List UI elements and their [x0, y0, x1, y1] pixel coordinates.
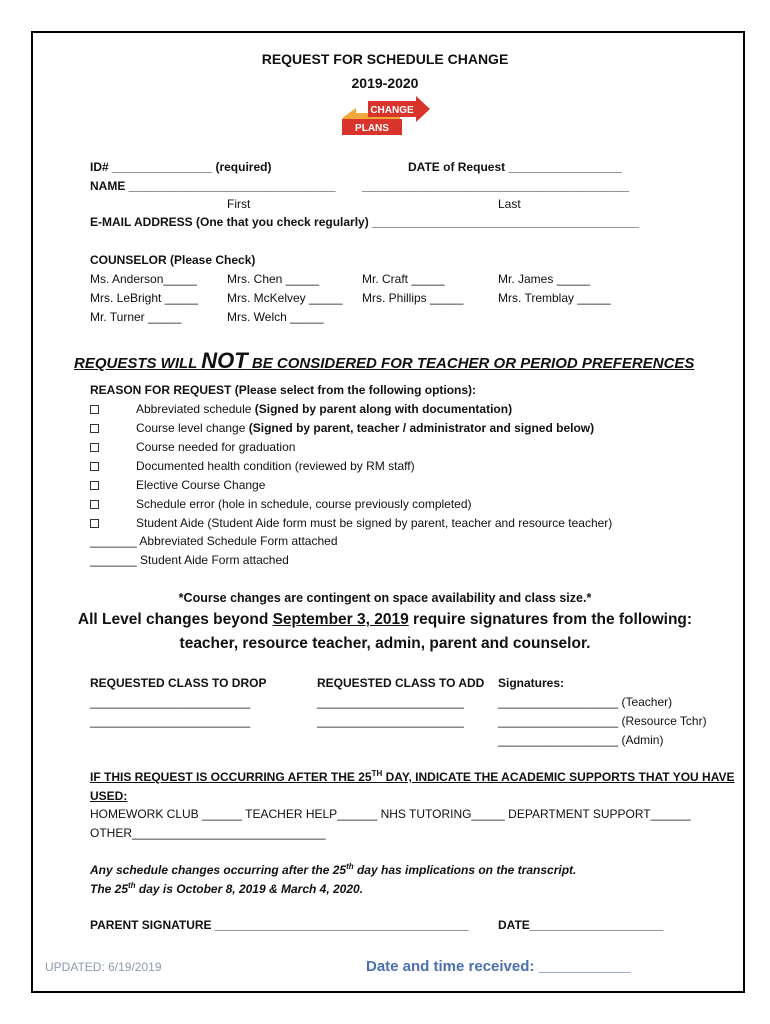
reason-note: (Signed by parent along with documentation) [254, 402, 513, 416]
supports-options[interactable]: HOMEWORK CLUB ______ TEACHER HELP______ NHS TUTORING_____ DEPARTMENT SUPPORT______ [90, 807, 691, 821]
supports-heading-used: USED: [90, 789, 128, 803]
transcript-l1sup: th [346, 862, 354, 871]
reason-note: (Signed by parent, teacher / administrator and signed below) [248, 421, 595, 435]
name-field[interactable]: NAME _______________________________ [90, 179, 336, 193]
reason-text: Schedule error (hole in schedule, course previously completed) [136, 497, 472, 511]
drop-class-line[interactable]: ________________________ [90, 695, 251, 709]
reason-text: Documented health condition (reviewed by RM staff) [136, 459, 415, 473]
supports-other[interactable]: OTHER_____________________________ [90, 826, 326, 840]
transcript-l2a: The 25 [90, 882, 129, 896]
parent-signature-field[interactable]: PARENT SIGNATURE ______________________________________ [90, 918, 469, 932]
contingent-note: *Course changes are contingent on space availability and class size.* [178, 591, 592, 605]
reason-heading [90, 383, 476, 398]
level-post: require signatures from the following: [408, 611, 693, 628]
counselor-option[interactable]: Mr. Turner _____ [90, 310, 182, 324]
checkbox-icon[interactable] [90, 405, 99, 414]
supports-heading [90, 770, 735, 785]
school-year: 2019-2020 [351, 75, 419, 91]
name-last-line[interactable]: ________________________________________ [362, 179, 629, 193]
notice-not: NOT [201, 348, 248, 373]
aide-form-attached[interactable]: _______ Student Aide Form attached [90, 553, 289, 567]
reason-option[interactable] [90, 459, 415, 474]
date-of-request-field[interactable]: DATE of Request _________________ [408, 160, 622, 174]
resource-teacher-signature[interactable]: __________________ (Resource Tchr) [498, 714, 707, 728]
counselor-option[interactable]: Mrs. LeBright _____ [90, 291, 199, 305]
change-plans-logo [340, 95, 432, 137]
reason-option[interactable] [90, 421, 595, 436]
transcript-l2b: day is October 8, 2019 & March 4, 2020. [135, 882, 364, 896]
abbreviated-form-attached[interactable]: _______ Abbreviated Schedule Form attached [90, 534, 338, 548]
transcript-l1a: Any schedule changes occurring after the 25 [90, 863, 347, 877]
supports-heading-a: IF THIS REQUEST IS OCCURRING AFTER THE 25 [90, 770, 372, 784]
level-pre: All Level changes beyond [77, 611, 273, 628]
drop-class-line[interactable]: ________________________ [90, 714, 251, 728]
first-name-caption: First [227, 197, 251, 211]
reason-heading-bold: REASON FOR REQUEST [90, 383, 232, 397]
reason-option[interactable] [90, 440, 296, 455]
reason-option[interactable] [90, 402, 513, 417]
reason-option[interactable] [90, 497, 472, 512]
checkbox-icon[interactable] [90, 424, 99, 433]
signatures-label: Signatures: [498, 676, 565, 690]
checkbox-icon[interactable] [90, 481, 99, 490]
checkbox-icon[interactable] [90, 500, 99, 509]
id-field[interactable]: ID# _______________ (required) [90, 160, 272, 174]
date-time-received: Date and time received: ___________ [366, 958, 631, 975]
checkbox-icon[interactable] [90, 462, 99, 471]
parent-date-field[interactable]: DATE____________________ [498, 918, 664, 932]
counselor-option[interactable]: Ms. Anderson_____ [90, 272, 197, 286]
supports-heading-b: DAY, INDICATE THE ACADEMIC SUPPORTS THAT YOU HAVE [382, 770, 735, 784]
admin-signature[interactable]: __________________ (Admin) [498, 733, 664, 747]
counselor-option[interactable]: Mrs. McKelvey _____ [227, 291, 343, 305]
reason-text: Elective Course Change [136, 478, 266, 492]
notice-part3: BE CONSIDERED FOR TEACHER OR PERIOD PREFERENCES [247, 355, 695, 372]
counselor-option[interactable]: Mr. James _____ [498, 272, 591, 286]
twenty-fifth-day-note [90, 882, 363, 897]
notice-part1: REQUESTS WILL [74, 355, 202, 372]
counselor-option[interactable]: Mr. Craft _____ [362, 272, 445, 286]
level-change-signers: teacher, resource teacher, admin, parent and counselor. [179, 635, 591, 652]
add-class-line[interactable]: ______________________ [317, 695, 464, 709]
form-title: REQUEST FOR SCHEDULE CHANGE [261, 51, 509, 67]
reason-text: Course level change [136, 421, 249, 435]
counselor-option[interactable]: Mrs. Tremblay _____ [498, 291, 611, 305]
level-date: September 3, 2019 [272, 611, 409, 628]
logo-text-change: CHANGE [370, 105, 414, 116]
transcript-l1b: day has implications on the transcript. [353, 863, 577, 877]
teacher-signature[interactable]: __________________ (Teacher) [498, 695, 673, 709]
reason-option[interactable] [90, 478, 266, 493]
level-change-statement [0, 610, 770, 630]
last-name-caption: Last [498, 197, 521, 211]
transcript-note [90, 863, 576, 878]
checkbox-icon[interactable] [90, 443, 99, 452]
drop-class-label: REQUESTED CLASS TO DROP [90, 676, 267, 690]
email-field[interactable]: E-MAIL ADDRESS (One that you check regularly) ________________________________________ [90, 215, 640, 229]
logo-text-plans: PLANS [355, 123, 389, 134]
updated-date: UPDATED: 6/19/2019 [45, 960, 162, 974]
form-border [31, 31, 745, 993]
transcript-l2sup: th [128, 881, 136, 890]
reason-heading-rest: (Please select from the following options): [231, 383, 477, 397]
counselor-option[interactable]: Mrs. Chen _____ [227, 272, 320, 286]
reason-option[interactable] [90, 516, 613, 531]
counselor-option[interactable]: Mrs. Phillips _____ [362, 291, 464, 305]
add-class-line[interactable]: ______________________ [317, 714, 464, 728]
reason-text: Student Aide (Student Aide form must be signed by parent, teacher and resource teacher) [136, 516, 613, 530]
checkbox-icon[interactable] [90, 519, 99, 528]
counselor-option[interactable]: Mrs. Welch _____ [227, 310, 324, 324]
supports-heading-sup: TH [371, 769, 383, 778]
counselor-heading: COUNSELOR (Please Check) [90, 253, 256, 267]
add-class-label: REQUESTED CLASS TO ADD [317, 676, 485, 690]
preferences-notice [74, 350, 694, 375]
reason-text: Abbreviated schedule [136, 402, 255, 416]
reason-text: Course needed for graduation [136, 440, 296, 454]
